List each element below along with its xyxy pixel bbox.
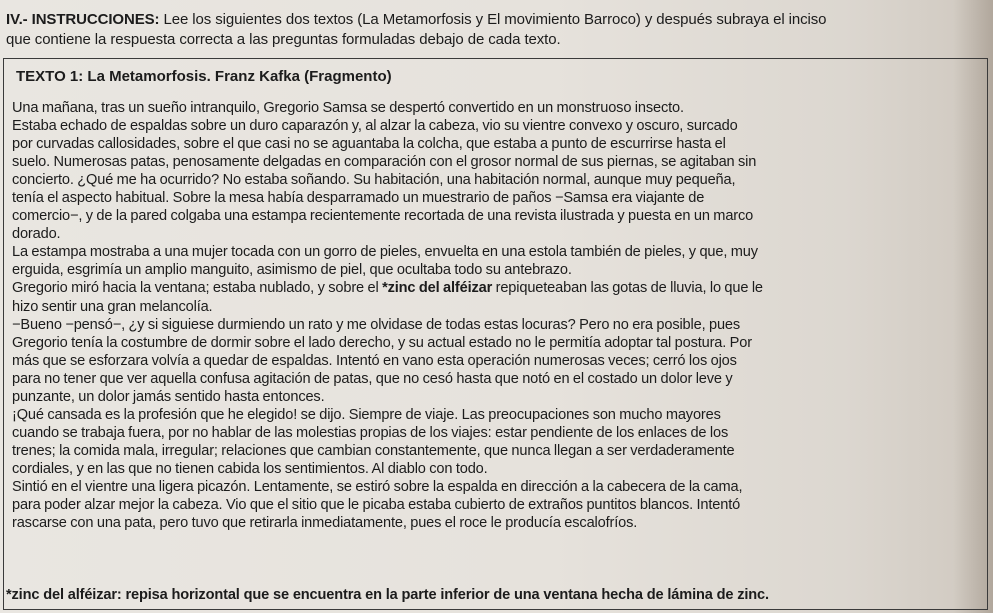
- text-line: Sintió en el vientre una ligera picazón. Lentamente, se estiró sobre la espalda en dirección a la cabecera de la cama,: [12, 478, 743, 495]
- text-line: comercio−, y de la pared colgaba una estampa recientemente recortada de una revista ilustrada y puesta en un marco: [12, 208, 754, 225]
- text-line: más que se esforzara volvía a quedar de espaldas. Intentó en vano esta operación numerosas veces; cerró los ojos: [12, 352, 737, 369]
- text-line: por curvadas callosidades, sobre el que casi no se aguantaba la colcha, que estaba a punto de escurrirse hasta el: [12, 136, 726, 153]
- text-fragment: repiqueteaban las gotas de lluvia, lo que le: [492, 280, 763, 297]
- text-line: punzante, un dolor jamás sentido hasta entonces.: [12, 388, 325, 405]
- instructions-paragraph: [6, 10, 981, 50]
- text-line: hizo sentir una gran melancolía.: [12, 298, 213, 315]
- instructions-line1: Lee los siguientes dos textos (La Metamorfosis y El movimiento Barroco) y después subraya el inciso: [159, 11, 827, 28]
- text-line: concierto. ¿Qué me ha ocurrido? No estaba soñando. Su habitación, una habitación normal, aunque muy pequeña,: [12, 172, 736, 189]
- text-line: Estaba echado de espaldas sobre un duro caparazón y, al alzar la cabeza, vio su vientre convexo y oscuro, surcado: [12, 118, 738, 135]
- text-line: La estampa mostraba a una mujer tocada con un gorro de pieles, envuelta en una estola también de pieles, y que, muy: [12, 244, 758, 261]
- text-line: cuando se trabaja fuera, por no hablar de las molestias propias de los viajes: estar pendiente de los enlaces de los: [12, 424, 729, 441]
- text-line: erguida, esgrimía un amplio manguito, asimismo de piel, que ocultaba todo su antebrazo.: [12, 262, 572, 279]
- text-line: ¡Qué cansada es la profesión que he elegido! se dijo. Siempre de viaje. Las preocupaciones son mucho mayores: [12, 406, 721, 423]
- text-line-window: [12, 279, 974, 297]
- text-line: tenía el aspecto habitual. Sobre la mesa había desparramado un muestrario de paños −Samsa era viajante de: [12, 190, 705, 207]
- text1-box: [3, 58, 988, 610]
- text-line: Una mañana, tras un sueño intranquilo, Gregorio Samsa se despertó convertido en un monstruoso insecto.: [12, 100, 684, 116]
- text-line: suelo. Numerosas patas, penosamente delgadas en comparación con el grosor normal de sus piernas, se agitaban sin: [12, 154, 757, 171]
- instructions-line2: que contiene la respuesta correcta a las preguntas formuladas debajo de cada texto.: [6, 31, 561, 48]
- text-fragment: Gregorio miró hacia la ventana; estaba nublado, y sobre el: [12, 280, 383, 297]
- footnote-zinc-definition: *zinc del alféizar: repisa horizontal que se encuentra en la parte inferior de una ventana hecha de lámina de zinc.: [6, 587, 769, 603]
- text-line: para no tener que ver aquella confusa agitación de patas, que no cesó hasta que notó en el costado un dolor leve y: [12, 370, 733, 387]
- text-line: cordiales, y en las que no tienen cabida los sentimientos. Al diablo con todo.: [12, 460, 488, 477]
- text1-body: [12, 99, 974, 532]
- zinc-term-highlight: *zinc del alféizar: [382, 280, 493, 297]
- text-line: rascarse con una pata, pero tuvo que retirarla inmediatamente, pues el roce le producía escalofríos.: [12, 515, 638, 532]
- text-line: −Bueno −pensó−, ¿y si siguiese durmiendo un rato y me olvidase de todas estas locuras? Pero no era posible, pues: [12, 316, 741, 333]
- text-line: trenes; la comida mala, irregular; relaciones que cambian constantemente, que nunca llegan a ser verdaderamente: [12, 442, 735, 459]
- instructions-lead: IV.- INSTRUCCIONES:: [6, 11, 160, 28]
- text-line: para poder alzar mejor la cabeza. Vio que el sitio que le picaba estaba cubierto de extraños puntitos blancos. Intentó: [12, 497, 741, 514]
- text-line: Gregorio tenía la costumbre de dormir sobre el lado derecho, y su actual estado no le permitía adoptar tal postura. Por: [12, 334, 752, 351]
- text-line: dorado.: [12, 226, 61, 243]
- text1-title: TEXTO 1: La Metamorfosis. Franz Kafka (Fragmento): [16, 68, 392, 85]
